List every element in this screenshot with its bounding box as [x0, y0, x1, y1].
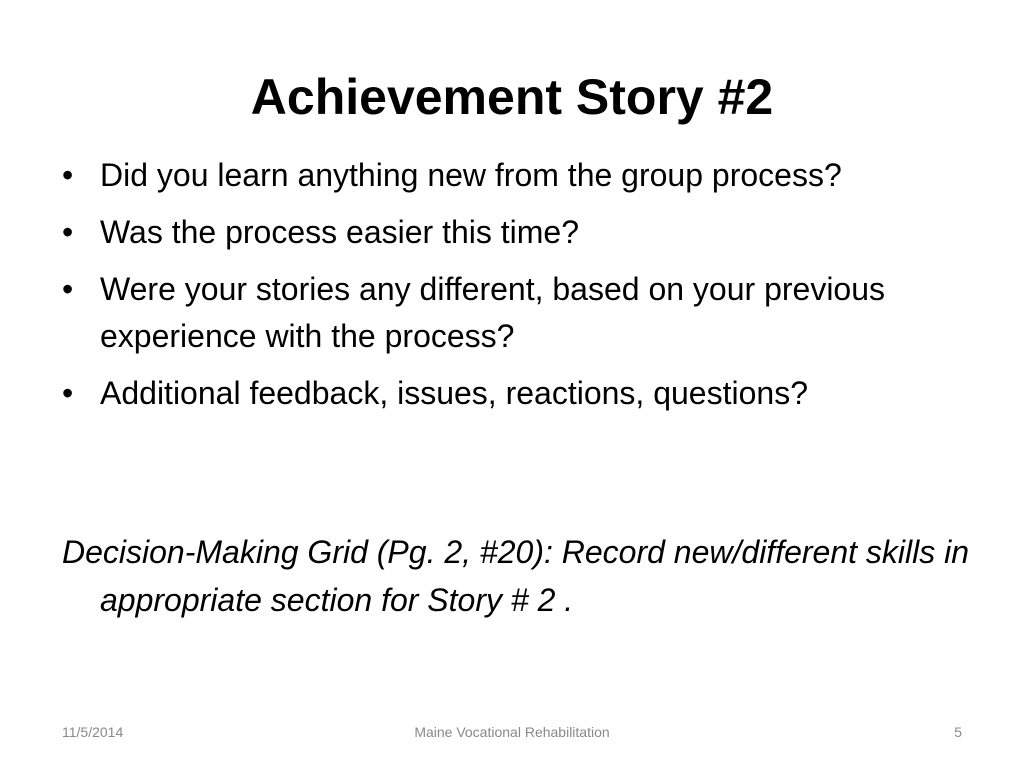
- bullet-icon: •: [62, 214, 74, 250]
- footer-organization: Maine Vocational Rehabilitation: [414, 724, 610, 740]
- bullet-text: Additional feedback, issues, reactions, questions?: [100, 375, 808, 411]
- slide-title: Achievement Story #2: [250, 69, 774, 125]
- bullet-item: [62, 370, 982, 417]
- decision-grid-note: Decision-Making Grid (Pg. 2, #20): Record new/different skills in appropriate section for Story # 2 .: [62, 534, 970, 618]
- bullet-item: [62, 152, 982, 199]
- bullet-icon: •: [62, 271, 74, 307]
- bullet-list: [62, 152, 982, 427]
- footer-page-number: 5: [954, 724, 962, 740]
- bullet-item: [62, 209, 982, 256]
- bullet-item: [62, 266, 982, 360]
- bullet-text: Were your stories any different, based on your previous experience with the process?: [100, 271, 886, 354]
- bullet-icon: •: [62, 157, 74, 193]
- bullet-text: Was the process easier this time?: [100, 214, 579, 250]
- bullet-text: Did you learn anything new from the group process?: [100, 157, 842, 193]
- bullet-icon: •: [62, 375, 74, 411]
- footer-date: 11/5/2014: [62, 724, 124, 740]
